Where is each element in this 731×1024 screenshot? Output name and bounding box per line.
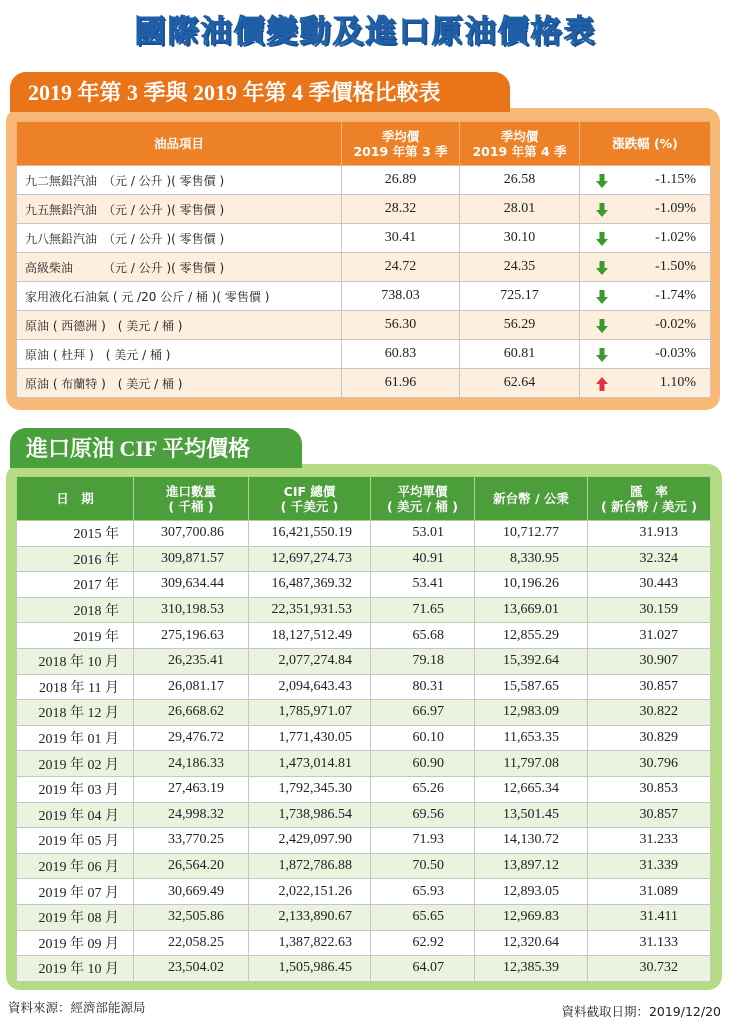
table-row (17, 879, 711, 905)
table-row (17, 700, 711, 726)
change-direction (580, 340, 625, 369)
quarterly-price-table (16, 121, 711, 398)
unit-price-cell: 80.31 (371, 674, 475, 700)
date-cell: 2018 年 11 月 (17, 674, 134, 700)
cif-total-cell: 2,429,097.90 (249, 828, 371, 854)
table-row (17, 546, 711, 572)
date-cell: 2019 年 02 月 (17, 751, 134, 777)
unit-price-cell: 71.65 (371, 597, 475, 623)
table-row (17, 956, 711, 982)
change-direction (580, 224, 625, 253)
header-twd: 新台幣 / 公秉 (475, 477, 588, 521)
exchange-rate-cell: 30.829 (588, 725, 711, 751)
header-rate (588, 477, 711, 521)
cif-total-cell: 1,738,986.54 (249, 802, 371, 828)
import-qty-cell: 309,634.44 (134, 572, 249, 598)
twd-per-kl-cell: 12,855.29 (475, 623, 588, 649)
red-up-arrow-icon (596, 377, 608, 391)
q3-price: 738.03 (342, 282, 460, 311)
date-cell: 2017 年 (17, 572, 134, 598)
import-qty-cell: 26,668.62 (134, 700, 249, 726)
date-cell: 2019 年 07 月 (17, 879, 134, 905)
cif-total-cell: 16,487,369.32 (249, 572, 371, 598)
date-cell: 2019 年 (17, 623, 134, 649)
table-row (17, 253, 711, 282)
import-qty-cell: 22,058.25 (134, 930, 249, 956)
change-percent: -1.15% (625, 166, 711, 195)
main-title: 國際油價變動及進口原油價格表 (134, 14, 597, 50)
header-qty-line2: ( 千桶 ) (168, 498, 214, 514)
table-row (17, 674, 711, 700)
header-date: 日 期 (17, 477, 134, 521)
table-row (17, 776, 711, 802)
import-qty-cell: 29,476.72 (134, 725, 249, 751)
header-q3 (342, 122, 460, 166)
twd-per-kl-cell: 10,196.26 (475, 572, 588, 598)
header-cif-line1: CIF 總價 (283, 483, 336, 499)
exchange-rate-cell: 30.796 (588, 751, 711, 777)
cif-total-cell: 1,785,971.07 (249, 700, 371, 726)
import-qty-cell: 23,504.02 (134, 956, 249, 982)
import-qty-cell: 33,770.25 (134, 828, 249, 854)
twd-per-kl-cell: 8,330.95 (475, 546, 588, 572)
twd-per-kl-cell: 13,669.01 (475, 597, 588, 623)
table-row (17, 623, 711, 649)
cif-total-cell: 16,421,550.19 (249, 521, 371, 547)
table-row (17, 572, 711, 598)
twd-per-kl-cell: 13,897.12 (475, 853, 588, 879)
q3-price: 56.30 (342, 311, 460, 340)
import-qty-cell: 307,700.86 (134, 521, 249, 547)
retrieved-date: 資料截取日期：2019/12/20 (561, 1004, 721, 1019)
q4-price: 60.81 (460, 340, 580, 369)
twd-per-kl-cell: 13,501.45 (475, 802, 588, 828)
change-direction (580, 369, 625, 398)
date-cell: 2018 年 10 月 (17, 648, 134, 674)
source-note: 資料來源：經濟部能源局 (8, 1000, 146, 1015)
exchange-rate-cell: 31.027 (588, 623, 711, 649)
date-cell: 2019 年 10 月 (17, 956, 134, 982)
unit-price-cell: 65.26 (371, 776, 475, 802)
cif-total-cell: 2,077,274.84 (249, 648, 371, 674)
table-row (17, 521, 711, 547)
header-change: 漲跌幅 (%) (580, 122, 711, 166)
twd-per-kl-cell: 10,712.77 (475, 521, 588, 547)
table-row (17, 369, 711, 398)
green-down-arrow-icon (596, 348, 608, 362)
date-cell: 2019 年 09 月 (17, 930, 134, 956)
unit-price-cell: 53.41 (371, 572, 475, 598)
header-cif (249, 477, 371, 521)
exchange-rate-cell: 30.822 (588, 700, 711, 726)
table-row (17, 751, 711, 777)
q4-price: 56.29 (460, 311, 580, 340)
import-qty-cell: 26,564.20 (134, 853, 249, 879)
table-row (17, 802, 711, 828)
exchange-rate-cell: 30.159 (588, 597, 711, 623)
section1-title: 2019 年第 3 季與 2019 年第 4 季價格比較表 (28, 80, 441, 105)
exchange-rate-cell: 31.089 (588, 879, 711, 905)
change-direction (580, 282, 625, 311)
q3-price: 28.32 (342, 195, 460, 224)
unit-price-cell: 69.56 (371, 802, 475, 828)
unit-price-cell: 79.18 (371, 648, 475, 674)
change-percent: -1.50% (625, 253, 711, 282)
import-qty-cell: 275,196.63 (134, 623, 249, 649)
q3-price: 24.72 (342, 253, 460, 282)
date-cell: 2019 年 03 月 (17, 776, 134, 802)
import-qty-cell: 309,871.57 (134, 546, 249, 572)
exchange-rate-cell: 31.233 (588, 828, 711, 854)
unit-price-cell: 65.65 (371, 904, 475, 930)
date-cell: 2019 年 05 月 (17, 828, 134, 854)
cif-total-cell: 1,473,014.81 (249, 751, 371, 777)
twd-per-kl-cell: 12,320.64 (475, 930, 588, 956)
table-row (17, 725, 711, 751)
cif-total-cell: 1,792,345.30 (249, 776, 371, 802)
cif-total-cell: 1,771,430.05 (249, 725, 371, 751)
table-row (17, 282, 711, 311)
change-percent: -1.74% (625, 282, 711, 311)
header-unit (371, 477, 475, 521)
unit-price-cell: 71.93 (371, 828, 475, 854)
twd-per-kl-cell: 12,893.05 (475, 879, 588, 905)
header-qty (134, 477, 249, 521)
header-q4-line1: 季均價 (500, 128, 539, 144)
change-percent: -0.02% (625, 311, 711, 340)
change-direction (580, 195, 625, 224)
item-name: 九五無鉛汽油 （元 / 公升 )( 零售價 ) (17, 195, 342, 224)
change-percent: -1.02% (625, 224, 711, 253)
import-qty-cell: 24,186.33 (134, 751, 249, 777)
green-down-arrow-icon (596, 174, 608, 188)
header-cif-line2: ( 千美元 ) (280, 498, 339, 514)
date-cell: 2019 年 08 月 (17, 904, 134, 930)
green-down-arrow-icon (596, 261, 608, 275)
exchange-rate-cell: 31.913 (588, 521, 711, 547)
import-qty-cell: 310,198.53 (134, 597, 249, 623)
unit-price-cell: 62.92 (371, 930, 475, 956)
header-qty-line1: 進口數量 (165, 483, 216, 499)
date-cell: 2019 年 01 月 (17, 725, 134, 751)
twd-per-kl-cell: 15,392.64 (475, 648, 588, 674)
change-direction (580, 311, 625, 340)
change-percent: -0.03% (625, 340, 711, 369)
twd-per-kl-cell: 12,969.83 (475, 904, 588, 930)
date-cell: 2015 年 (17, 521, 134, 547)
table-row (17, 904, 711, 930)
cif-total-cell: 18,127,512.49 (249, 623, 371, 649)
item-name: 原油 ( 杜拜 ) ( 美元 / 桶 ) (17, 340, 342, 369)
date-cell: 2019 年 04 月 (17, 802, 134, 828)
exchange-rate-cell: 30.857 (588, 674, 711, 700)
header-rate-line2: ( 新台幣 / 美元 ) (601, 498, 697, 514)
cif-price-table (16, 476, 711, 982)
table-row (17, 648, 711, 674)
unit-price-cell: 40.91 (371, 546, 475, 572)
table-row (17, 853, 711, 879)
change-percent: -1.09% (625, 195, 711, 224)
header-rate-line1: 匯 率 (630, 483, 668, 499)
green-down-arrow-icon (596, 203, 608, 217)
item-name: 九八無鉛汽油 （元 / 公升 )( 零售價 ) (17, 224, 342, 253)
cif-total-cell: 1,387,822.63 (249, 930, 371, 956)
unit-price-cell: 66.97 (371, 700, 475, 726)
twd-per-kl-cell: 15,587.65 (475, 674, 588, 700)
twd-per-kl-cell: 14,130.72 (475, 828, 588, 854)
header-q3-line2: 2019 年第 3 季 (353, 143, 448, 159)
header-unit-line1: 平均單價 (397, 483, 448, 499)
exchange-rate-cell: 30.853 (588, 776, 711, 802)
unit-price-cell: 65.93 (371, 879, 475, 905)
twd-per-kl-cell: 12,665.34 (475, 776, 588, 802)
import-qty-cell: 26,235.41 (134, 648, 249, 674)
twd-per-kl-cell: 11,797.08 (475, 751, 588, 777)
header-q4-line2: 2019 年第 4 季 (472, 143, 567, 159)
table-header-row (17, 477, 711, 521)
q4-price: 28.01 (460, 195, 580, 224)
q4-price: 30.10 (460, 224, 580, 253)
item-name: 高級柴油 （元 / 公升 )( 零售價 ) (17, 253, 342, 282)
cif-total-cell: 2,094,643.43 (249, 674, 371, 700)
date-cell: 2018 年 (17, 597, 134, 623)
import-qty-cell: 32,505.86 (134, 904, 249, 930)
header-unit-line2: ( 美元 / 桶 ) (387, 498, 458, 514)
import-qty-cell: 27,463.19 (134, 776, 249, 802)
date-cell: 2019 年 06 月 (17, 853, 134, 879)
table-row (17, 597, 711, 623)
unit-price-cell: 65.68 (371, 623, 475, 649)
cif-total-cell: 22,351,931.53 (249, 597, 371, 623)
import-qty-cell: 24,998.32 (134, 802, 249, 828)
import-qty-cell: 30,669.49 (134, 879, 249, 905)
item-name: 九二無鉛汽油 （元 / 公升 )( 零售價 ) (17, 166, 342, 195)
table-row (17, 224, 711, 253)
cif-total-cell: 1,872,786.88 (249, 853, 371, 879)
table-row (17, 930, 711, 956)
change-percent: 1.10% (625, 369, 711, 398)
exchange-rate-cell: 31.133 (588, 930, 711, 956)
unit-price-cell: 60.90 (371, 751, 475, 777)
q4-price: 24.35 (460, 253, 580, 282)
twd-per-kl-cell: 12,385.39 (475, 956, 588, 982)
exchange-rate-cell: 30.443 (588, 572, 711, 598)
cif-total-cell: 1,505,986.45 (249, 956, 371, 982)
unit-price-cell: 53.01 (371, 521, 475, 547)
item-name: 原油 ( 布蘭特 ) ( 美元 / 桶 ) (17, 369, 342, 398)
table-row (17, 340, 711, 369)
q4-price: 725.17 (460, 282, 580, 311)
q3-price: 26.89 (342, 166, 460, 195)
change-direction (580, 253, 625, 282)
q4-price: 26.58 (460, 166, 580, 195)
unit-price-cell: 60.10 (371, 725, 475, 751)
exchange-rate-cell: 31.411 (588, 904, 711, 930)
exchange-rate-cell: 32.324 (588, 546, 711, 572)
item-name: 家用液化石油氣 ( 元 /20 公斤 / 桶 )( 零售價 ) (17, 282, 342, 311)
header-item: 油品項目 (17, 122, 342, 166)
exchange-rate-cell: 30.907 (588, 648, 711, 674)
cif-total-cell: 2,133,890.67 (249, 904, 371, 930)
date-cell: 2018 年 12 月 (17, 700, 134, 726)
item-name: 原油 ( 西德洲 ) ( 美元 / 桶 ) (17, 311, 342, 340)
green-down-arrow-icon (596, 232, 608, 246)
unit-price-cell: 70.50 (371, 853, 475, 879)
q3-price: 60.83 (342, 340, 460, 369)
header-q4 (460, 122, 580, 166)
import-qty-cell: 26,081.17 (134, 674, 249, 700)
section2-title: 進口原油 CIF 平均價格 (26, 436, 251, 461)
exchange-rate-cell: 30.732 (588, 956, 711, 982)
q4-price: 62.64 (460, 369, 580, 398)
green-down-arrow-icon (596, 290, 608, 304)
header-q3-line1: 季均價 (381, 128, 420, 144)
unit-price-cell: 64.07 (371, 956, 475, 982)
date-cell: 2016 年 (17, 546, 134, 572)
table-row (17, 166, 711, 195)
table-row (17, 828, 711, 854)
q3-price: 30.41 (342, 224, 460, 253)
twd-per-kl-cell: 11,653.35 (475, 725, 588, 751)
table-header-row (17, 122, 711, 166)
exchange-rate-cell: 31.339 (588, 853, 711, 879)
change-direction (580, 166, 625, 195)
table-row (17, 311, 711, 340)
cif-total-cell: 12,697,274.73 (249, 546, 371, 572)
cif-total-cell: 2,022,151.26 (249, 879, 371, 905)
q3-price: 61.96 (342, 369, 460, 398)
exchange-rate-cell: 30.857 (588, 802, 711, 828)
table-row (17, 195, 711, 224)
twd-per-kl-cell: 12,983.09 (475, 700, 588, 726)
green-down-arrow-icon (596, 319, 608, 333)
